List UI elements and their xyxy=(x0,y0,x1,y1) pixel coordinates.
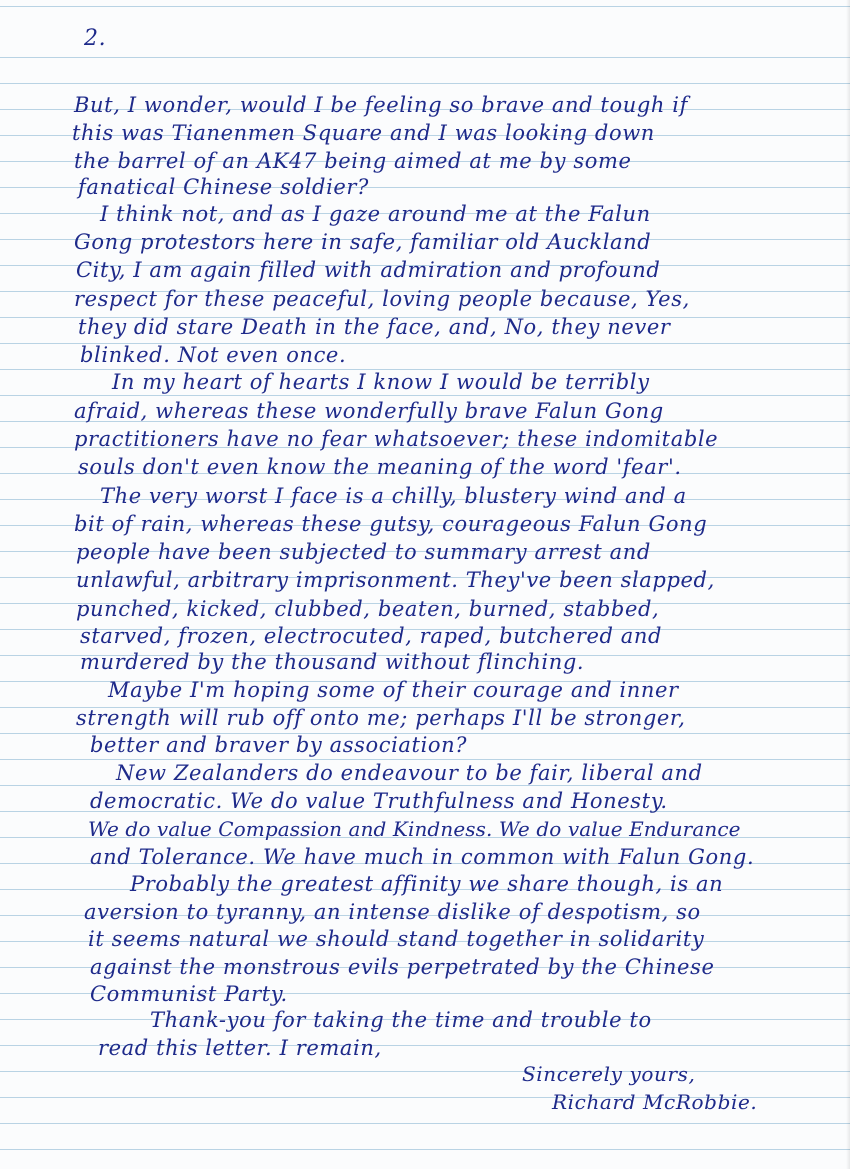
letter-line: murdered by the thousand without flinching. xyxy=(80,650,585,674)
letter-line: bit of rain, whereas these gutsy, courageous Falun Gong xyxy=(74,512,708,536)
letter-line: In my heart of hearts I know I would be terribly xyxy=(112,370,650,394)
letter-line: We do value Compassion and Kindness. We do value Endurance xyxy=(88,817,741,841)
letter-line: this was Tianenmen Square and I was looking down xyxy=(72,121,655,145)
letter-line: Thank-you for taking the time and trouble to xyxy=(150,1008,652,1032)
letter-line: The very worst I face is a chilly, blustery wind and a xyxy=(100,484,687,508)
letter-line: punched, kicked, clubbed, beaten, burned, stabbed, xyxy=(76,597,660,621)
letter-line: Gong protestors here in safe, familiar old Auckland xyxy=(74,230,652,254)
letter-line: better and braver by association? xyxy=(90,733,468,757)
letter-line: I think not, and as I gaze around me at the Falun xyxy=(100,202,651,226)
letter-line: Communist Party. xyxy=(90,982,288,1006)
letter-line: the barrel of an AK47 being aimed at me by some xyxy=(74,149,632,173)
letter-line: New Zealanders do endeavour to be fair, liberal and xyxy=(116,761,703,785)
letter-line: afraid, whereas these wonderfully brave Falun Gong xyxy=(74,399,664,423)
signature: Richard McRobbie. xyxy=(552,1090,758,1114)
letter-line: and Tolerance. We have much in common with Falun Gong. xyxy=(90,845,755,869)
letter-line: City, I am again filled with admiration and profound xyxy=(76,258,661,282)
letter-line: strength will rub off onto me; perhaps I'll be stronger, xyxy=(76,706,686,730)
letter-line: souls don't even know the meaning of the word 'fear'. xyxy=(78,455,682,479)
letter-line: fanatical Chinese soldier? xyxy=(78,175,369,199)
letter-line: Probably the greatest affinity we share though, is an xyxy=(130,872,724,896)
letter-line: it seems natural we should stand together in solidarity xyxy=(88,927,705,951)
letter-line: respect for these peaceful, loving people because, Yes, xyxy=(74,287,690,311)
letter-line: aversion to tyranny, an intense dislike of despotism, so xyxy=(84,900,701,924)
letter-line: blinked. Not even once. xyxy=(80,343,347,367)
letter-line: they did stare Death in the face, and, No, they never xyxy=(78,315,671,339)
letter-line: But, I wonder, would I be feeling so brave and tough if xyxy=(74,93,688,117)
letter-line: starved, frozen, electrocuted, raped, butchered and xyxy=(80,624,663,648)
letter-line: unlawful, arbitrary imprisonment. They've been slapped, xyxy=(76,568,715,592)
letter-line: Maybe I'm hoping some of their courage and inner xyxy=(108,678,679,702)
letter-line: practitioners have no fear whatsoever; these indomitable xyxy=(74,427,719,451)
closing-salutation: Sincerely yours, xyxy=(522,1062,696,1086)
letter-line: read this letter. I remain, xyxy=(98,1036,382,1060)
letter-line: against the monstrous evils perpetrated by the Chinese xyxy=(90,955,715,979)
letter-line: democratic. We do value Truthfulness and Honesty. xyxy=(90,789,668,813)
page-number: 2. xyxy=(84,26,107,51)
letter-line: people have been subjected to summary arrest and xyxy=(76,540,651,564)
